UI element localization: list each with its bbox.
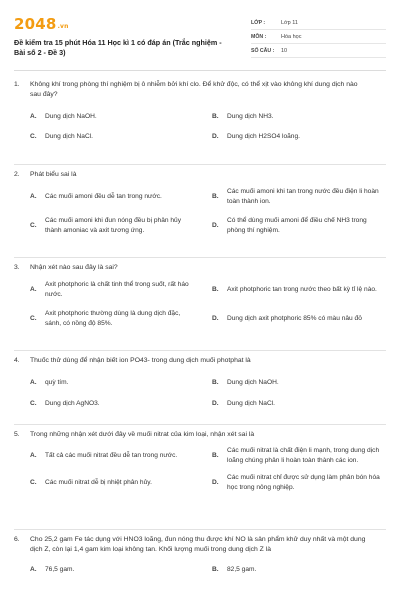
- option-b[interactable]: [212, 446, 386, 466]
- option-letter: C.: [30, 315, 37, 322]
- option-a[interactable]: [30, 378, 204, 388]
- option-text: 82,5 gam.: [227, 566, 257, 573]
- option-text: Dung dịch NaOH.: [227, 379, 279, 386]
- question-text: Thuốc thử dùng để nhận biết ion PO43- trong dung dịch muối photphat là: [30, 357, 251, 364]
- option-text: Các muối amoni khi đun nóng đều bị phân hủy thành amoniac và axit tương ứng.: [45, 217, 181, 234]
- option-text: Dung dịch NaCl.: [45, 133, 94, 140]
- options: [30, 446, 386, 493]
- option-text: quỳ tím.: [45, 379, 69, 386]
- question-number: 6.: [14, 536, 20, 543]
- option-d[interactable]: [212, 399, 386, 409]
- option-letter: B.: [212, 379, 219, 386]
- option-c[interactable]: [30, 473, 204, 493]
- option-text: Dung dịch AgNO3.: [45, 400, 100, 407]
- meta-row-grade: [251, 16, 386, 30]
- meta-row-count: [251, 44, 386, 58]
- option-a[interactable]: [30, 187, 204, 207]
- option-letter: C.: [30, 133, 37, 140]
- question-number: 3.: [14, 264, 20, 271]
- document-title: Đề kiểm tra 15 phút Hóa 11 Học kì 1 có đáp án (Trắc nghiệm - Bài số 2 - Đề 3): [14, 38, 222, 57]
- options: [30, 378, 386, 409]
- option-letter: D.: [212, 479, 219, 486]
- option-text: Các muối nitrat chỉ được sử dụng làm phân bón hóa học trong nông nghiệp.: [227, 474, 380, 491]
- logo-suffix: .vn: [57, 23, 69, 30]
- option-text: Các muối nitrat dễ bị nhiệt phân hủy.: [45, 479, 152, 486]
- option-letter: C.: [30, 222, 37, 229]
- question-3: [14, 258, 386, 350]
- question-stem: [14, 535, 386, 555]
- option-b[interactable]: [212, 187, 386, 207]
- option-c[interactable]: [30, 216, 204, 236]
- question-2: [14, 165, 386, 257]
- option-letter: C.: [30, 400, 37, 407]
- question-number: 5.: [14, 431, 20, 438]
- meta-row-subject: [251, 30, 386, 44]
- option-text: Dung dịch axit photphoric 85% có màu nâu đỏ: [227, 315, 362, 322]
- page-header: [14, 0, 386, 66]
- option-text: Các muối amoni khi tan trong nước đều điện li hoàn toàn thành ion.: [227, 188, 379, 205]
- question-4: [14, 351, 386, 424]
- question-number: 4.: [14, 357, 20, 364]
- site-logo[interactable]: [14, 15, 234, 33]
- option-letter: A.: [30, 452, 37, 459]
- option-text: Axit photphoric tan trong nước theo bất kỳ tỉ lệ nào.: [227, 286, 377, 293]
- option-text: Axit photphoric là chất tinh thể trong suốt, rất háo nước.: [45, 281, 189, 298]
- question-6: [14, 530, 386, 600]
- options: [30, 565, 386, 575]
- option-letter: B.: [212, 286, 219, 293]
- meta-info: [251, 16, 386, 66]
- question-stem: [14, 263, 386, 273]
- option-letter: A.: [30, 193, 37, 200]
- question-5: [14, 425, 386, 529]
- header-divider: [14, 70, 386, 71]
- options: [30, 187, 386, 236]
- option-d[interactable]: [212, 309, 386, 329]
- option-letter: B.: [212, 113, 219, 120]
- option-d[interactable]: [212, 216, 386, 236]
- question-stem: [14, 356, 386, 366]
- option-c[interactable]: [30, 309, 204, 329]
- option-letter: B.: [212, 193, 219, 200]
- meta-key: LỚP :: [251, 19, 266, 26]
- option-text: Các muối amoni đều dễ tan trong nước.: [45, 193, 162, 200]
- option-letter: C.: [30, 479, 37, 486]
- meta-key: SỐ CÂU :: [251, 47, 275, 54]
- options: [30, 280, 386, 329]
- question-text: Trong những nhận xét dưới đây về muối nitrat của kim loại, nhận xét sai là: [30, 431, 255, 438]
- option-b[interactable]: [212, 112, 386, 122]
- option-letter: A.: [30, 566, 37, 573]
- question-stem: [14, 80, 386, 100]
- meta-key: MÔN :: [251, 33, 267, 40]
- option-letter: B.: [212, 566, 219, 573]
- option-text: Dung dịch NH3.: [227, 113, 274, 120]
- question-text: Phát biểu sai là: [30, 171, 77, 178]
- logo-text: 2048: [14, 15, 57, 33]
- option-text: Dung dịch NaCl.: [227, 400, 276, 407]
- option-letter: A.: [30, 286, 37, 293]
- option-c[interactable]: [30, 399, 204, 409]
- option-a[interactable]: [30, 280, 204, 300]
- option-b[interactable]: [212, 565, 386, 575]
- option-letter: A.: [30, 379, 37, 386]
- option-letter: D.: [212, 133, 219, 140]
- option-letter: D.: [212, 222, 219, 229]
- option-a[interactable]: [30, 565, 204, 575]
- option-d[interactable]: [212, 132, 386, 142]
- option-b[interactable]: [212, 280, 386, 300]
- options: [30, 112, 386, 142]
- brand-block: [14, 15, 234, 66]
- option-letter: B.: [212, 452, 219, 459]
- option-text: Tất cả các muối nitrat đều dễ tan trong nước.: [45, 452, 178, 459]
- option-text: Có thể dùng muối amoni để điều chế NH3 trong phòng thí nghiệm.: [227, 217, 367, 234]
- option-text: 76,5 gam.: [45, 566, 75, 573]
- option-a[interactable]: [30, 112, 204, 122]
- meta-value: Lớp 11: [281, 19, 298, 26]
- option-d[interactable]: [212, 473, 386, 493]
- question-number: 2.: [14, 171, 20, 178]
- question-stem: [14, 170, 386, 180]
- question-stem: [14, 430, 386, 440]
- question-text: Không khí trong phòng thí nghiệm bị ô nhiễm bởi khí clo. Để khử độc, có thể xịt vào không khí dung dịch nào sau đây?: [30, 81, 358, 98]
- option-text: Các muối nitrat là chất điện li mạnh, trong dung dịch loãng chúng phân li hoàn toàn thành các ion.: [227, 447, 380, 464]
- question-text: Cho 25,2 gam Fe tác dụng với HNO3 loãng, đun nóng thu được khí NO là sản phẩm khử duy nhất và một dung dịch Z, còn lại 1,4 gam kim loại không tan. Khối lượng muối trong dung dịch Z là: [30, 536, 366, 553]
- meta-value: Hóa học: [281, 33, 302, 40]
- question-1: [14, 80, 386, 164]
- option-letter: D.: [212, 400, 219, 407]
- option-letter: D.: [212, 315, 219, 322]
- option-text: Dung dịch H2SO4 loãng.: [227, 133, 300, 140]
- question-list: [14, 80, 386, 600]
- question-text: Nhận xét nào sau đây là sai?: [30, 264, 118, 271]
- option-a[interactable]: [30, 446, 204, 466]
- question-number: 1.: [14, 81, 20, 88]
- option-b[interactable]: [212, 378, 386, 388]
- option-text: Dung dịch NaOH.: [45, 113, 97, 120]
- meta-value: 10: [281, 47, 288, 54]
- option-c[interactable]: [30, 132, 204, 142]
- option-letter: A.: [30, 113, 37, 120]
- option-text: Axit photphoric thường dùng là dung dịch đặc, sánh, có nồng độ 85%.: [45, 310, 181, 327]
